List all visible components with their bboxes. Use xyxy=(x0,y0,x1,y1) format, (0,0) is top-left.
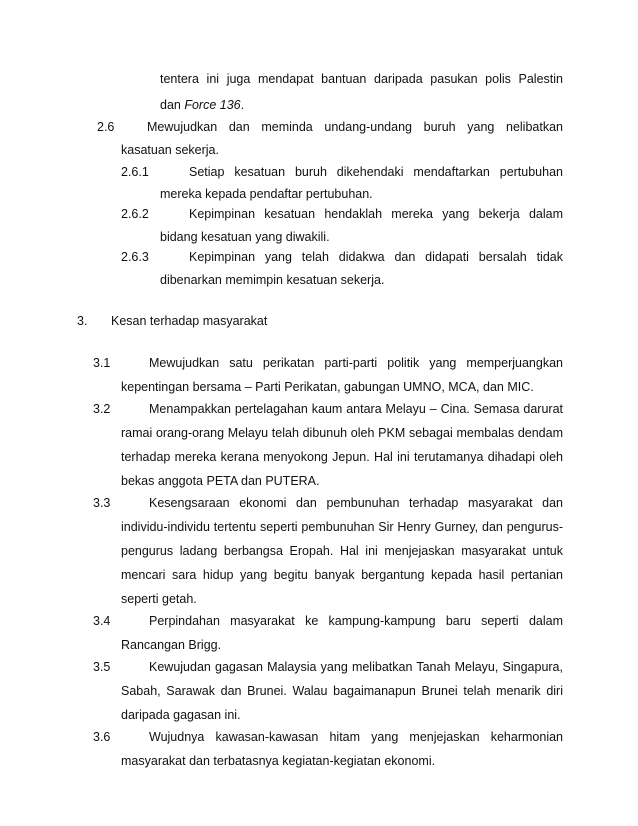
section-2-6-number: 2.6 xyxy=(97,120,115,134)
item-3-4-line-2: Rancangan Brigg. xyxy=(121,638,222,652)
intro-line-1: tentera ini juga mendapat bantuan daripada pasukan polis Palestin xyxy=(160,72,563,86)
item-2-6-2-number: 2.6.2 xyxy=(121,207,149,221)
item-3-6-number: 3.6 xyxy=(93,730,111,744)
item-3-2-line-4: bekas anggota PETA dan PUTERA. xyxy=(121,474,320,488)
item-3-4-line-1: Perpindahan masyarakat ke kampung-kampung baru seperti dalam xyxy=(149,614,563,628)
item-2-6-1-line-1: Setiap kesatuan buruh dikehendaki mendaftarkan pertubuhan xyxy=(189,165,563,179)
item-2-6-2-line-2: bidang kesatuan yang diwakili. xyxy=(160,230,330,244)
item-3-1-line-2: kepentingan bersama – Parti Perikatan, gabungan UMNO, MCA, dan MIC. xyxy=(121,380,534,394)
item-2-6-1-line-2: mereka kepada pendaftar pertubuhan. xyxy=(160,187,373,201)
item-3-3-line-1: Kesengsaraan ekonomi dan pembunuhan terhadap masyarakat dan xyxy=(149,496,563,510)
intro-line-2-suffix: . xyxy=(240,98,245,112)
item-3-6-line-2: masyarakat dan terbatasnya kegiatan-kegiatan ekonomi. xyxy=(121,754,436,768)
item-3-5-line-1: Kewujudan gagasan Malaysia yang melibatkan Tanah Melayu, Singapura, xyxy=(149,660,563,674)
item-3-3-line-5: seperti getah. xyxy=(121,592,197,606)
force-136-italic: Force 136 xyxy=(184,98,241,112)
item-3-5-line-2: Sabah, Sarawak dan Brunei. Walau bagaimanapun Brunei telah menarik diri xyxy=(121,684,563,698)
item-3-2-number: 3.2 xyxy=(93,402,111,416)
item-3-5-line-3: daripada gagasan ini. xyxy=(121,708,241,722)
item-3-2-line-1: Menampakkan pertelagahan kaum antara Melayu – Cina. Semasa darurat xyxy=(149,402,563,416)
section-2-6-line-2: kasatuan sekerja. xyxy=(121,143,219,157)
item-3-3-line-4: mencari sara hidup yang begitu banyak bergantung kepada hasil pertanian xyxy=(121,568,563,582)
item-3-5-number: 3.5 xyxy=(93,660,111,674)
item-2-6-3-number: 2.6.3 xyxy=(121,250,149,264)
section-2-6-line-1: Mewujudkan dan meminda undang-undang buruh yang nelibatkan xyxy=(147,120,563,134)
item-3-6-line-1: Wujudnya kawasan-kawasan hitam yang menjejaskan keharmonian xyxy=(149,730,563,744)
intro-line-2-prefix: dan xyxy=(160,98,185,112)
item-3-2-line-2: ramai orang-orang Melayu telah dibunuh oleh PKM sebagai membalas dendam xyxy=(121,426,563,440)
item-3-3-number: 3.3 xyxy=(93,496,111,510)
item-3-3-line-3: pengurus ladang berbangsa Eropah. Hal ini menjejaskan masyarakat untuk xyxy=(121,544,563,558)
item-3-1-number: 3.1 xyxy=(93,356,111,370)
item-3-4-number: 3.4 xyxy=(93,614,111,628)
intro-line-2 xyxy=(160,97,244,113)
section-3-number: 3. xyxy=(77,314,88,328)
item-2-6-3-line-1: Kepimpinan yang telah didakwa dan didapati bersalah tidak xyxy=(189,250,563,264)
item-2-6-2-line-1: Kepimpinan kesatuan hendaklah mereka yang bekerja dalam xyxy=(189,207,563,221)
item-2-6-1-number: 2.6.1 xyxy=(121,165,149,179)
item-3-2-line-3: terhadap mereka kerana menyokong Jepun. Hal ini terutamanya dihadapi oleh xyxy=(121,450,563,464)
item-3-3-line-2: individu-individu tertentu seperti pembunuhan Sir Henry Gurney, dan pengurus- xyxy=(121,520,563,534)
item-2-6-3-line-2: dibenarkan memimpin kesatuan sekerja. xyxy=(160,273,385,287)
section-3-title: Kesan terhadap masyarakat xyxy=(111,314,268,328)
item-3-1-line-1: Mewujudkan satu perikatan parti-parti politik yang memperjuangkan xyxy=(149,356,563,370)
